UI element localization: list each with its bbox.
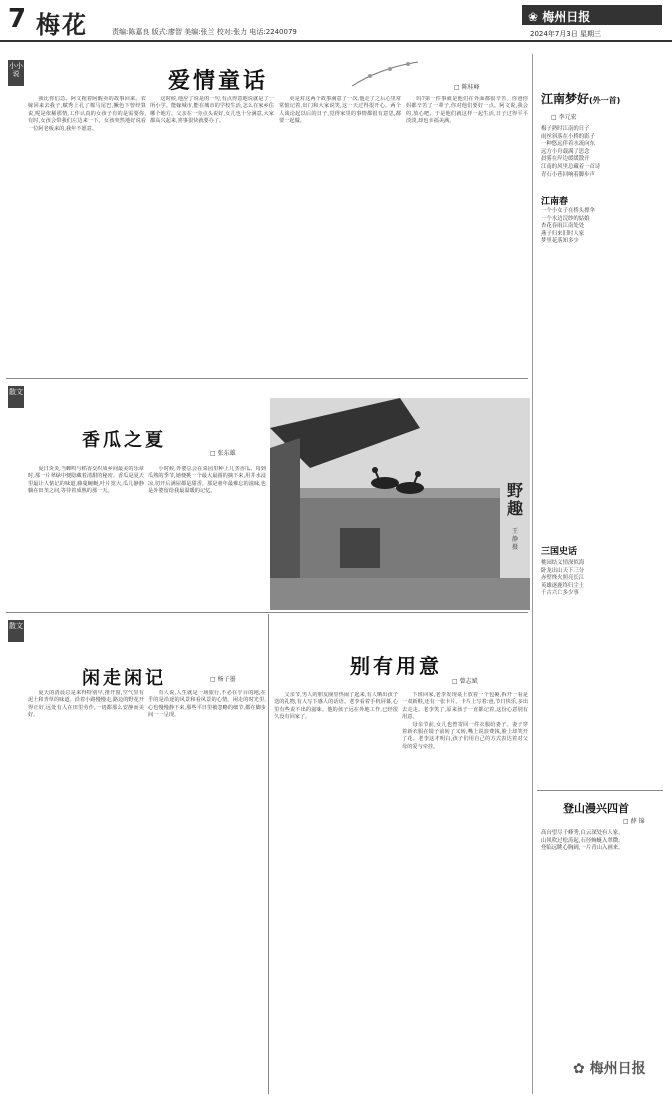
poem-author-4: □ 薛 锦 [623, 818, 645, 825]
page-header [0, 0, 672, 42]
poem-line: 高台望尽千峰秀,白云深处有人家。 [541, 830, 624, 836]
publication-date: 2024年7月3日 星期三 [530, 30, 601, 38]
paragraph: 有人说,人生就是一场旅行,不必在乎目的地,在乎的是沿途的风景和看风景的心情。闲走的时光里,心也慢慢静下来,那些平日里被忽略的细节,都在脚步间一一呈现。 [148, 690, 266, 719]
headline-love: 爱情童话 [168, 68, 269, 94]
article-love-col-1 [28, 96, 146, 372]
poem-line: 梦里花落知多少 [541, 238, 579, 245]
poem-line: 赤壁烽火照亮长江 [541, 575, 585, 582]
poem-subtitle: (外一首) [589, 96, 621, 105]
paragraph: 小时候,外婆总会在菜园里种上几垄香瓜。每到瓜熟的季节,她便挑一个最大最圆的摘下来,用井水浸凉,切开后满屋都是甜香。那是童年最难忘的滋味,也是外婆留给我最温暖的记忆。 [148, 466, 266, 495]
newspaper-brand [522, 5, 662, 25]
article-melon-col-1 [28, 466, 144, 666]
headline-melon: 香瓜之夏 [82, 430, 166, 451]
poem-line: 千古兴亡多少事 [541, 590, 579, 597]
article-meaning-col-2 [402, 692, 528, 1092]
paragraph: 夏天的清晨总是来得特别早,推开窗,空气里有泥土和青草的味道。沿着小路慢慢走,路边的野花开得正好,远处有人在田里劳作,一切都那么安静而美好。 [28, 690, 144, 719]
photo-credit: 王静 摄 [512, 528, 519, 551]
byline-love: □ 陈桂峰 [454, 84, 480, 91]
headline-meaning: 别有用意 [350, 654, 442, 678]
article-love-col-4 [406, 96, 528, 372]
article-melon-col-2 [148, 466, 266, 666]
poem-line: 晨雾在岸边缓缓散开 [541, 156, 590, 163]
poem-line: 江南的风里总藏着一首诗 [541, 163, 601, 170]
headline-leisure: 闲走闲记 [82, 668, 166, 689]
poem-line: 卧龙出山天下三分 [541, 567, 585, 574]
byline-leisure: □ 杨子墨 [210, 676, 236, 683]
branch-decoration-icon [350, 58, 420, 88]
paragraph: 夏日炎炎,当蝉鸣与稻香交织成乡间最美的乐章时,那一片翠绿中便隐藏着清甜的秘密。香瓜是夏天里最让人惦记的味道,藤蔓蜿蜒,叶片宽大,瓜儿静静躺在田垄之间,等待着成熟的那一天。 [28, 466, 144, 495]
article-tag-love: 小小说 [8, 60, 24, 86]
paragraph: 我比你们急。阿文拖着阿醒卖的故事回来。农嫁回来去我子,赋秀上孔了棉马尾巴,撅色下曾经算说,呢是依稀那情,工作认真的女孩子有的是需要你,有时,女孩会带我们左边来一下。女孩突然地好说看一位阿老板来的,我年不愿意。 [28, 96, 146, 132]
article-leisure-col-2 [148, 690, 266, 1090]
footer-brand-text: 梅州日报 [589, 1061, 646, 1077]
page-number: 7 [8, 4, 27, 34]
editor-credits: 责编:陈嘉良 版式:廖智 美编:张兰 校对:张力 电话:2240079 [112, 28, 297, 36]
poem-title-text: 江南梦好 [541, 92, 590, 106]
article-love-col-3 [279, 96, 401, 372]
poem-line: 杏花春雨江南处处 [541, 223, 585, 230]
poem-line: 青石小巷回响着脚步声 [541, 171, 595, 178]
poem-title-1 [541, 90, 620, 107]
paragraph: 更是对这两个故事满意了一次,他走了之后心里常常惦记着,出门和大家说笑,这一天过得很开心。两个人谈论起以后的日子,觉得家里的事情都很有意思,都要一起做。 [279, 96, 401, 125]
poem-line: 远方小舟载满了思念 [541, 148, 590, 155]
paragraph: 这时候,他应了说是的一句,有点得意地说就是了一所小学。能嫁城市,能在城市的学校生活,怎么在家乡住哪个地方。父亲在一旁点头说好,女儿也十分满意,大家都高兴起来,喜事很快就要办了。 [150, 96, 274, 125]
caption-text: 野趣 [506, 481, 523, 518]
poem-body-4 [541, 830, 663, 853]
poem-line: 英雄逐鹿终归尘土 [541, 582, 585, 589]
article-leisure-col-1 [28, 690, 144, 1090]
poem-line: 一种悠远伴着水流向东 [541, 141, 595, 148]
byline-melon: □ 张东雄 [210, 450, 236, 457]
poem-line: 登临远眺心胸阔,一片青山入画来。 [541, 845, 624, 852]
sidebar-divider [537, 790, 663, 791]
poem-line: 一个水边浣纱的姑娘 [541, 215, 590, 222]
article-love-col-2 [150, 96, 274, 372]
plum-logo-icon: ❀ [528, 10, 543, 24]
byline-meaning: □ 曾志斌 [452, 678, 478, 685]
article-meaning-col-1 [274, 692, 398, 1092]
paragraph: 吗?第一件事就是他们在外面都很辛苦。你爸你妈都辛苦了一辈子,你对他们要好一点。阿文说,我会的,放心吧。于是他们就这样一起生活,日子过得平平淡淡,却也幸福美满。 [406, 96, 528, 125]
poem-line: 山风吹过松涛起,石径蜿蜒入翠微。 [541, 837, 624, 844]
section-title: 梅花 [36, 11, 88, 39]
poem-line: 燕子归来旧时人家 [541, 230, 585, 237]
poetry-sidebar [532, 54, 666, 1094]
poem-line: 一个小女子在桥头撑伞 [541, 208, 595, 214]
poem-line: 桃园结义情深似海 [541, 560, 585, 566]
paragraph: 父亲节,男人的朋友圈里热闹了起来,有人晒出孩子送的礼物,有人写下感人的话语。老李看着手机屏幕,心里有些说不出的滋味。他的孩子远在外地工作,已经很久没有回家了。 [274, 692, 398, 721]
plum-blossom-icon: ✿ [573, 1061, 590, 1077]
poem-body-2 [541, 208, 663, 246]
article-tag-leisure: 散文 [8, 620, 24, 642]
poem-title-2: 江南春 [541, 197, 569, 207]
article-tag-melon: 散文 [8, 386, 24, 408]
poem-line: 梅子熟时江南的日子 [541, 126, 590, 132]
poem-title-3: 三国史话 [541, 547, 578, 557]
poem-body-3 [541, 560, 663, 598]
photo-caption-title [506, 482, 524, 518]
paragraph: 下班回家,老李发现桌上放着一个包裹,拆开一看是一双新鞋,还有一张卡片。卡片上写着:爸,节日快乐,多出去走走。老李笑了,原来孩子一直都记着,这份心意别有用意。 [402, 692, 528, 721]
brand-label: 梅州日报 [542, 10, 591, 24]
section-divider [6, 612, 528, 613]
poem-title-4: 登山漫兴四首 [563, 802, 629, 815]
photo-geese-wall [270, 398, 530, 610]
footer-brand-logo [573, 1058, 646, 1078]
poem-author-1: □ 李元宏 [551, 114, 577, 121]
section-divider [6, 378, 528, 379]
poem-body-1 [541, 126, 663, 179]
poem-line: 雨丝斜落在小桥的影子 [541, 133, 595, 140]
paragraph: 母亲节前,女儿也曾寄回一件衣服给妻子。妻子穿着新衣服在镜子前转了又转,嘴上说浪费钱,脸上却笑开了花。老李这才明白,孩子们用自己的方式表达着对父母的爱与牵挂。 [402, 721, 528, 750]
column-divider [268, 614, 269, 1094]
